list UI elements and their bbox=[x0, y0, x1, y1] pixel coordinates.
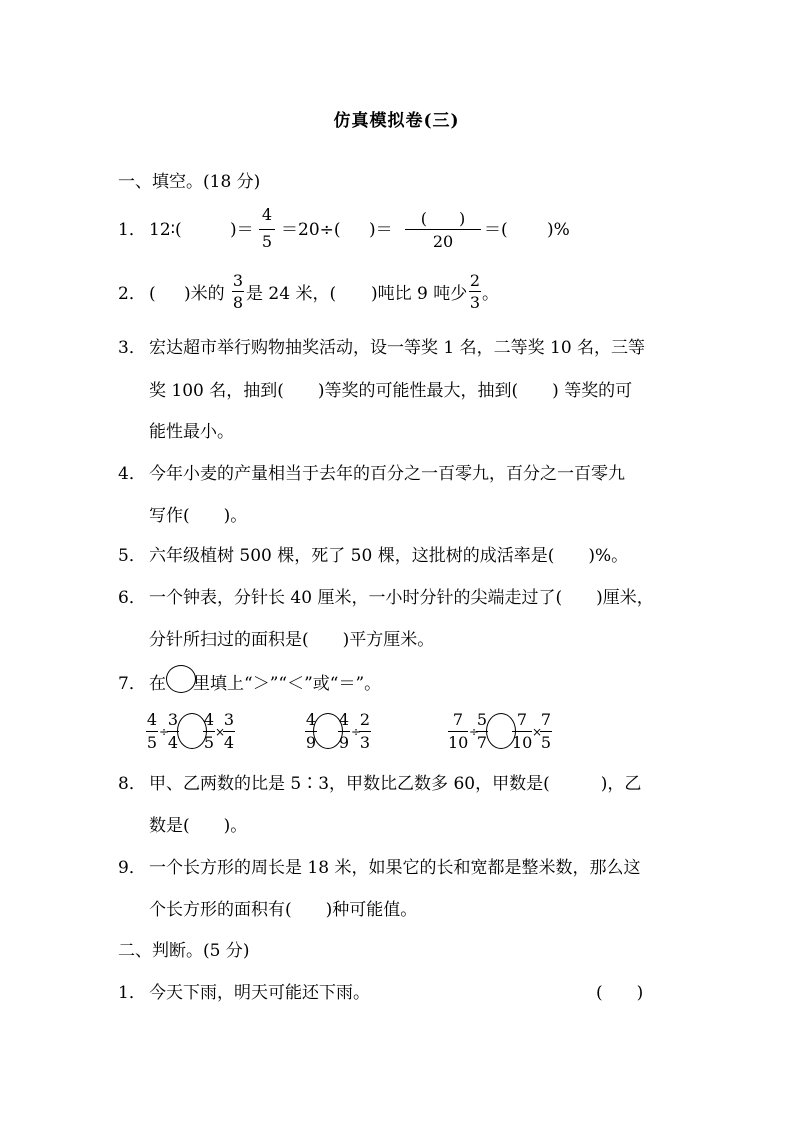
q2-fraction1-denominator: 8 bbox=[232, 293, 244, 312]
q7-g3-d-num: 7 bbox=[540, 710, 552, 729]
sample-circle-icon bbox=[166, 665, 196, 693]
q9-line1: 一个长方形的周长是 18 米，如果它的长和宽都是整米数，那么这 bbox=[149, 858, 641, 878]
q7-g3-a-den: 10 bbox=[448, 733, 469, 752]
q1-blank-denominator: 20 bbox=[432, 232, 454, 251]
q2-fraction1-numerator: 3 bbox=[232, 271, 244, 290]
q1-eq1: )＝ bbox=[230, 220, 254, 240]
q7-g3-c-num: 7 bbox=[516, 710, 528, 729]
q1-fraction-denominator: 5 bbox=[261, 232, 273, 251]
q7-g2-d-bar bbox=[359, 731, 371, 732]
q7-g3-op1: ÷ bbox=[469, 725, 480, 739]
q1-lead: 12∶( bbox=[149, 220, 182, 240]
section-1-heading: 一、填空。(18 分) bbox=[118, 172, 261, 192]
q7-g2-a-num: 4 bbox=[305, 710, 317, 729]
q7-g2-op2: ÷ bbox=[351, 725, 362, 739]
q2-part1: ( bbox=[149, 284, 156, 304]
q7-g2-c-den: 9 bbox=[338, 733, 350, 752]
q7-instruction: 里填上“＞”“＜”或“＝”。 bbox=[193, 674, 382, 694]
q7-g3-c-bar bbox=[512, 731, 532, 732]
q6-number: 6． bbox=[118, 588, 146, 608]
q1-blank-numerator: ( ) bbox=[420, 209, 466, 228]
q7-number: 7． bbox=[118, 674, 146, 694]
q2-number: 2． bbox=[118, 284, 146, 304]
q7-g1-op2: × bbox=[215, 725, 226, 739]
q7-g1-a-den: 5 bbox=[146, 733, 158, 752]
q7-g1-d-num: 3 bbox=[223, 710, 235, 729]
q7-g2-d-num: 2 bbox=[359, 710, 371, 729]
q1-fraction-bar bbox=[259, 229, 275, 230]
q2-part5: 。 bbox=[482, 284, 499, 304]
q7-g3-op2: × bbox=[532, 725, 543, 739]
q7-g1-a-bar bbox=[146, 731, 158, 732]
s2-q1-text: 今天下雨，明天可能还下雨。 bbox=[149, 983, 370, 1003]
q7-g3-a-bar bbox=[448, 731, 468, 732]
q2-fraction2-denominator: 3 bbox=[469, 293, 481, 312]
q6-line1: 一个钟表，分针长 40 厘米，一小时分针的尖端走过了( )厘米， bbox=[149, 588, 654, 608]
q5-line1: 六年级植树 500 棵，死了 50 棵，这批树的成活率是( )%。 bbox=[149, 546, 629, 566]
q7-g3-d-den: 5 bbox=[540, 733, 552, 752]
q7-g3-c-den: 10 bbox=[512, 733, 533, 752]
s2-q1-number: 1． bbox=[118, 983, 146, 1003]
q8-line1: 甲、乙两数的比是 5∶3，甲数比乙数多 60，甲数是( )，乙 bbox=[149, 774, 642, 794]
q7-g1-b-den: 4 bbox=[167, 733, 179, 752]
q4-number: 4． bbox=[118, 464, 146, 484]
q3-line3: 能性最小。 bbox=[149, 422, 234, 442]
q7-g1-c-den: 5 bbox=[203, 733, 215, 752]
q7-g2-d-den: 3 bbox=[359, 733, 371, 752]
q2-fraction2-numerator: 2 bbox=[469, 271, 481, 290]
page-title: 仿真模拟卷(三) bbox=[333, 111, 460, 131]
q5-number: 5． bbox=[118, 546, 146, 566]
q7-g2-a-den: 9 bbox=[305, 733, 317, 752]
q1-fraction-numerator: 4 bbox=[261, 205, 273, 224]
section-2-heading: 二、判断。(5 分) bbox=[118, 941, 250, 961]
q4-line2: 写作( )。 bbox=[149, 506, 248, 526]
q1-eq4: ＝( bbox=[484, 220, 508, 240]
q7-g1-d-bar bbox=[223, 731, 235, 732]
s2-q1-answer-blank[interactable]: ( ) bbox=[596, 983, 644, 1003]
q3-line2: 奖 100 名，抽到( )等奖的可能性最大，抽到( ) 等奖的可 bbox=[149, 381, 633, 401]
q9-number: 9． bbox=[118, 858, 146, 878]
q1-number: 1． bbox=[118, 220, 146, 240]
q1-blank-fraction-bar bbox=[405, 229, 481, 230]
q2-part3: 是 24 米，( bbox=[246, 284, 337, 304]
q2-fraction1-bar bbox=[232, 291, 244, 292]
q7-g2-c-num: 4 bbox=[338, 710, 350, 729]
q3-line1: 宏达超市举行购物抽奖活动，设一等奖 1 名，二等奖 10 名，三等 bbox=[149, 338, 646, 358]
q7-g1-c-bar bbox=[203, 731, 215, 732]
q6-line2: 分针所扫过的面积是( )平方厘米。 bbox=[149, 630, 435, 650]
q2-part4: )吨比 9 吨少 bbox=[371, 284, 468, 304]
q8-number: 8． bbox=[118, 774, 146, 794]
q7-lead: 在 bbox=[149, 674, 166, 694]
q7-g2-c-bar bbox=[338, 731, 350, 732]
q4-line1: 今年小麦的产量相当于去年的百分之一百零九，百分之一百零九 bbox=[149, 464, 625, 484]
q7-g1-b-num: 3 bbox=[167, 710, 179, 729]
q7-g3-a-num: 7 bbox=[452, 710, 464, 729]
q7-g3-b-den: 7 bbox=[476, 733, 488, 752]
q2-part2: )米的 bbox=[184, 284, 225, 304]
q7-g3-b-num: 5 bbox=[476, 710, 488, 729]
q8-line2: 数是( )。 bbox=[149, 816, 248, 836]
q7-g3-d-bar bbox=[540, 731, 552, 732]
q1-eq2: ＝20÷( bbox=[281, 220, 341, 240]
q1-tail: )% bbox=[547, 220, 570, 240]
q2-fraction2-bar bbox=[469, 291, 481, 292]
q1-eq3: )＝ bbox=[369, 220, 393, 240]
q7-g1-c-num: 4 bbox=[203, 710, 215, 729]
q3-number: 3． bbox=[118, 338, 146, 358]
q7-g1-d-den: 4 bbox=[223, 733, 235, 752]
q9-line2: 个长方形的面积有( )种可能值。 bbox=[149, 900, 418, 920]
q7-g1-a-num: 4 bbox=[146, 710, 158, 729]
q7-g1-op1: ÷ bbox=[159, 725, 170, 739]
